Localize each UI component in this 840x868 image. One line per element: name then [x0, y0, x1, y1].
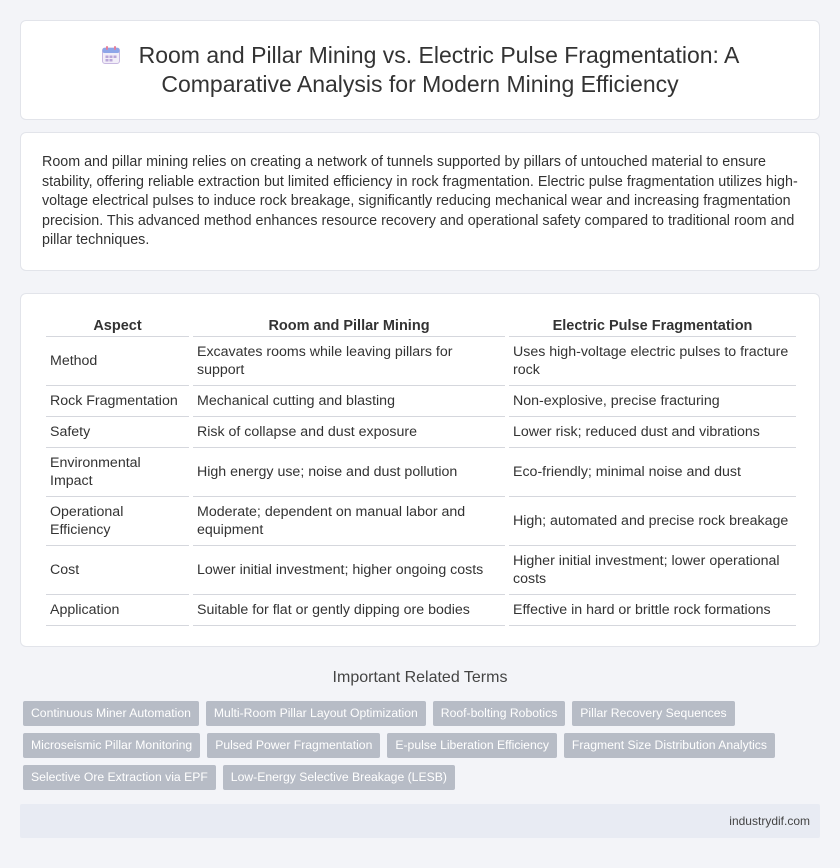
table-header-row	[46, 312, 796, 337]
table-cell-aspect: Environmental Impact	[46, 448, 189, 497]
table-cell: Mechanical cutting and blasting	[193, 386, 505, 417]
table-cell-aspect: Method	[46, 337, 189, 386]
table-cell: Eco-friendly; minimal noise and dust	[509, 448, 796, 497]
table-cell-aspect: Cost	[46, 546, 189, 595]
table-row	[46, 386, 796, 417]
intro-card	[20, 132, 820, 271]
tag-selective-ore-extraction[interactable]: Selective Ore Extraction via EPF	[23, 765, 216, 790]
table-cell: Excavates rooms while leaving pillars for support	[193, 337, 505, 386]
tag-fragment-size-distribution[interactable]: Fragment Size Distribution Analytics	[564, 733, 775, 758]
table-row	[46, 595, 796, 626]
title-card	[20, 20, 820, 120]
page-title	[61, 41, 779, 99]
comparison-card	[20, 293, 820, 647]
tag-multi-room-pillar-layout[interactable]: Multi-Room Pillar Layout Optimization	[206, 701, 426, 726]
tag-low-energy-selective-breakage[interactable]: Low-Energy Selective Breakage (LESB)	[223, 765, 455, 790]
tag-pillar-recovery-sequences[interactable]: Pillar Recovery Sequences	[572, 701, 734, 726]
table-cell: Effective in hard or brittle rock formations	[509, 595, 796, 626]
tag-microseismic-pillar-monitoring[interactable]: Microseismic Pillar Monitoring	[23, 733, 200, 758]
table-cell: High energy use; noise and dust pollution	[193, 448, 505, 497]
footer	[20, 804, 820, 838]
related-terms-list	[23, 701, 823, 797]
tag-continuous-miner-automation[interactable]: Continuous Miner Automation	[23, 701, 199, 726]
table-cell: Suitable for flat or gently dipping ore bodies	[193, 595, 505, 626]
table-cell: High; automated and precise rock breakage	[509, 497, 796, 546]
tag-row	[23, 765, 823, 790]
page-title-text: Room and Pillar Mining vs. Electric Pulse Fragmentation: A Comparative Analysis for Modern Mining Efficiency	[138, 42, 740, 97]
tag-row	[23, 701, 823, 726]
table-row	[46, 546, 796, 595]
comparison-table	[42, 312, 800, 626]
table-cell-aspect: Operational Efficiency	[46, 497, 189, 546]
intro-paragraph: Room and pillar mining relies on creating a network of tunnels supported by pillars of untouched material to ensure stability, offering reliable extraction but limited efficiency in rock fragmentation. Electric pulse fragmentation utilizes high-voltage electrical pulses to induce rock breakage, significantly reducing mechanical wear and increasing fragmentation precision. This advanced method enhances resource recovery and operational safety compared to traditional room and pillar techniques.	[42, 154, 798, 248]
related-terms-title: Important Related Terms	[332, 669, 508, 686]
header-room-and-pillar: Room and Pillar Mining	[193, 312, 505, 337]
table-cell: Lower risk; reduced dust and vibrations	[509, 417, 796, 448]
table-cell-aspect: Application	[46, 595, 189, 626]
tag-row	[23, 733, 823, 758]
tag-pulsed-power-fragmentation[interactable]: Pulsed Power Fragmentation	[207, 733, 380, 758]
table-row	[46, 337, 796, 386]
table-row	[46, 497, 796, 546]
footer-site-link[interactable]: industrydif.com	[729, 814, 810, 828]
calendar-icon	[101, 45, 121, 65]
table-cell: Lower initial investment; higher ongoing costs	[193, 546, 505, 595]
header-electric-pulse: Electric Pulse Fragmentation	[509, 312, 796, 337]
header-aspect: Aspect	[46, 312, 189, 337]
table-cell: Moderate; dependent on manual labor and equipment	[193, 497, 505, 546]
table-row	[46, 448, 796, 497]
table-cell: Uses high-voltage electric pulses to fracture rock	[509, 337, 796, 386]
table-cell: Non-explosive, precise fracturing	[509, 386, 796, 417]
table-cell-aspect: Safety	[46, 417, 189, 448]
tag-roof-bolting-robotics[interactable]: Roof-bolting Robotics	[433, 701, 566, 726]
tag-e-pulse-liberation-efficiency[interactable]: E-pulse Liberation Efficiency	[387, 733, 557, 758]
table-cell-aspect: Rock Fragmentation	[46, 386, 189, 417]
table-cell: Higher initial investment; lower operational costs	[509, 546, 796, 595]
table-cell: Risk of collapse and dust exposure	[193, 417, 505, 448]
table-row	[46, 417, 796, 448]
